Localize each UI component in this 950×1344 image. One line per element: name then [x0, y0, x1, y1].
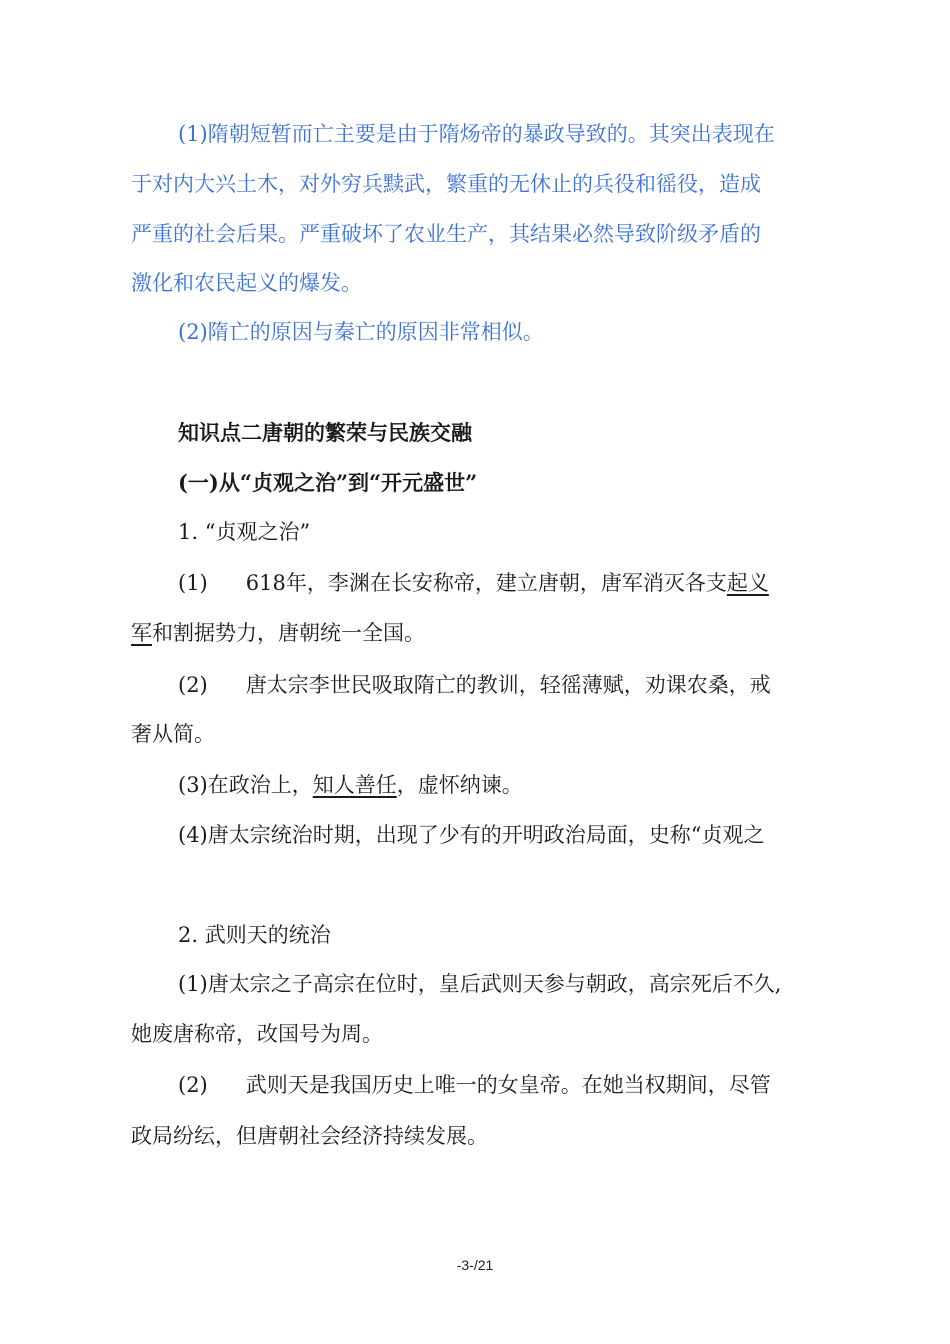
- underlined-term-zhirenshanren: 知人善任: [312, 773, 397, 797]
- wuzetian-item-2-line-2: 政局纷纭，但唐朝社会经济持续发展。: [131, 1124, 488, 1148]
- answer-1-number: (1): [178, 122, 208, 146]
- zhenguan-item-1-text-end: 和割据势力，唐朝统一全国。: [152, 621, 425, 645]
- wuzetian-item-2-line-1: [178, 1070, 771, 1100]
- zhenguan-item-3-number: (3): [178, 773, 208, 797]
- zhenguan-item-1-line-1: [178, 568, 769, 598]
- zhenguan-item-1-text: 618年，李渊在长安称帝，建立唐朝，唐军消灭各支: [245, 571, 727, 595]
- zhenguan-item-2-line-2: 奢从简。: [131, 722, 215, 746]
- zhenguan-item-3-text: 在政治上，: [207, 773, 313, 797]
- answer-1-line-2: 于对内大兴土木，对外穷兵黩武，繁重的无休止的兵役和徭役，造成: [131, 172, 761, 196]
- zhenguan-item-2-line-1: [178, 670, 771, 700]
- answer-1-line-4: 激化和农民起义的爆发。: [131, 271, 362, 295]
- wuzetian-item-1-line-2: 她废唐称帝，改国号为周。: [131, 1022, 383, 1046]
- zhenguan-item-2-number: (2): [178, 673, 208, 697]
- zhenguan-item-4: [178, 820, 764, 850]
- zhenguan-item-1-number: (1): [178, 571, 208, 595]
- zhenguan-heading: 1. “贞观之治”: [178, 520, 311, 544]
- answer-1-text: 隋朝短暂而亡主要是由于隋炀帝的暴政导致的。其突出表现在: [207, 122, 775, 146]
- zhenguan-item-4-number: (4): [178, 823, 208, 847]
- zhenguan-item-2-text: 唐太宗李世民吸取隋亡的教训，轻徭薄赋，劝课农桑，戒: [245, 673, 771, 697]
- answer-2-number: (2): [178, 320, 208, 344]
- answer-1-line-1: [178, 119, 775, 149]
- wuzetian-item-2-text: 武则天是我国历史上唯一的女皇帝。在她当权期间，尽管: [245, 1073, 771, 1097]
- answer-2-text: 隋亡的原因与秦亡的原因非常相似。: [207, 320, 544, 344]
- wuzetian-item-1-text: 唐太宗之子高宗在位时，皇后武则天参与朝政，高宗死后不久,: [207, 972, 782, 996]
- page-number: -3-/21: [456, 1257, 494, 1273]
- zhenguan-item-3-text-end: ，虚怀纳谏。: [396, 773, 523, 797]
- wuzetian-item-1-line-1: [178, 969, 781, 999]
- section-title: 知识点二唐朝的繁荣与民族交融: [178, 420, 472, 445]
- wuzetian-item-2-number: (2): [178, 1073, 208, 1097]
- wuzetian-heading: 2. 武则天的统治: [178, 923, 331, 947]
- section-subtitle: (一)从“贞观之治”到“开元盛世”: [178, 470, 478, 495]
- zhenguan-item-1-line-2: [131, 618, 425, 648]
- underlined-term-qiyi: 起义: [726, 571, 769, 595]
- answer-2: [178, 317, 544, 347]
- zhenguan-item-4-text: 唐太宗统治时期，出现了少有的开明政治局面，史称“贞观之: [207, 823, 765, 847]
- zhenguan-item-3: [178, 770, 523, 800]
- wuzetian-item-1-number: (1): [178, 972, 208, 996]
- answer-1-line-3: 严重的社会后果。严重破坏了农业生产，其结果必然导致阶级矛盾的: [131, 222, 761, 246]
- underlined-term-jun: 军: [131, 621, 152, 645]
